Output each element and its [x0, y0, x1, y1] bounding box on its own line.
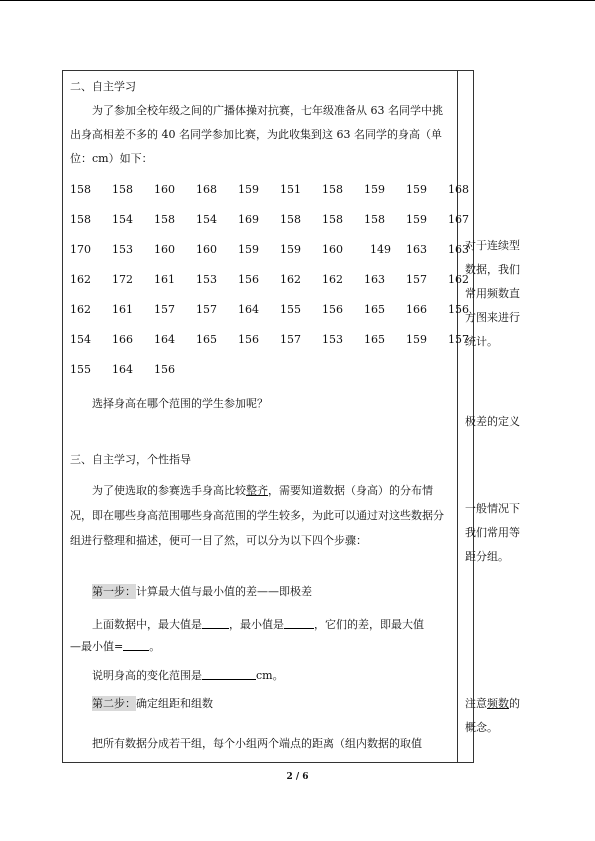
height-value: 166 [406, 303, 427, 316]
page-number: 2 / 6 [286, 772, 309, 782]
step-2-label: 第二步： [92, 697, 136, 710]
height-value: 163 [406, 243, 427, 256]
height-value: 158 [70, 183, 91, 196]
height-value: 154 [196, 213, 217, 226]
height-value: 156 [322, 303, 343, 316]
height-value: 149 [370, 243, 391, 256]
height-value: 164 [154, 333, 175, 346]
range-cm-blank[interactable] [202, 668, 256, 680]
height-value: 165 [364, 333, 385, 346]
step-1-label: 第一步： [92, 585, 136, 598]
height-value: 158 [322, 183, 343, 196]
height-value: 165 [364, 303, 385, 316]
height-value: 166 [112, 333, 133, 346]
height-value: 156 [154, 363, 175, 376]
page-top-rule [0, 0, 595, 1]
height-value: 158 [364, 213, 385, 226]
side-note-equal-groups: 一般情况下 我们常用等 距分组。 [465, 502, 520, 563]
height-value: 163 [364, 273, 385, 286]
height-value: 160 [196, 243, 217, 256]
height-value: 156 [238, 273, 259, 286]
height-value: 159 [238, 243, 259, 256]
section-3-title: 三、自主学习，个性指导 [70, 453, 191, 466]
height-value: 165 [196, 333, 217, 346]
height-value: 157 [280, 333, 301, 346]
height-value: 153 [322, 333, 343, 346]
last-paragraph: 把所有数据分成若干组，每个小组两个端点的距离（组内数据的取值 [92, 737, 422, 750]
side-note-continuous-data: 对于连续型 数据，我们 常用频数直 方图来进行 统计。 [465, 239, 520, 348]
height-value: 157 [196, 303, 217, 316]
height-value: 156 [238, 333, 259, 346]
height-value: 153 [112, 243, 133, 256]
height-value: 159 [406, 333, 427, 346]
height-value: 162 [448, 273, 469, 286]
height-value: 158 [70, 213, 91, 226]
side-note-frequency: 注意频数的 概念。 [465, 697, 520, 734]
height-value: 167 [448, 213, 469, 226]
section-3-paragraph: 为了使选取的参赛选手身高比较整齐，需要知道数据（身高）的分布情况，即在哪些身高范围哪些身高范围的学生较多，为此可以通过对这些数据分组进行整理和描述，便可一目了然，可以分为以下四个步骤： [70, 484, 444, 547]
height-value: 157 [406, 273, 427, 286]
height-value: 159 [364, 183, 385, 196]
content-table [62, 70, 474, 763]
height-value: 170 [70, 243, 91, 256]
range-line: 说明身高的变化范围是 cm。 [92, 669, 284, 682]
max-blank[interactable] [202, 617, 229, 629]
height-value: 160 [154, 243, 175, 256]
step-2-heading: 第二步：确定组距和组数 [92, 697, 213, 710]
height-value: 158 [112, 183, 133, 196]
height-value: 154 [112, 213, 133, 226]
height-value: 158 [322, 213, 343, 226]
height-value: 156 [448, 303, 469, 316]
height-value: 162 [322, 273, 343, 286]
height-value: 162 [280, 273, 301, 286]
height-value: 158 [280, 213, 301, 226]
height-value: 161 [154, 273, 175, 286]
height-value: 157 [448, 333, 469, 346]
column-divider [457, 70, 458, 763]
height-value: 160 [154, 183, 175, 196]
height-value: 158 [154, 213, 175, 226]
height-value: 162 [70, 303, 91, 316]
height-value: 159 [238, 183, 259, 196]
height-value: 154 [70, 333, 91, 346]
height-value: 163 [448, 243, 469, 256]
height-value: 162 [70, 273, 91, 286]
height-value: 159 [406, 183, 427, 196]
height-value: 168 [448, 183, 469, 196]
height-value: 159 [280, 243, 301, 256]
min-blank[interactable] [284, 617, 314, 629]
height-value: 159 [406, 213, 427, 226]
height-value: 157 [154, 303, 175, 316]
height-value: 153 [196, 273, 217, 286]
side-note-range-definition: 极差的定义 [465, 415, 520, 428]
step-1-line-2: —最小值= 。 [70, 640, 161, 653]
section-2-paragraph: 为了参加全校年级之间的广播体操对抗赛，七年级准备从 63 名同学中挑出身高相差不多的 40 名同学参加比赛，为此收集到这 63 名同学的身高（单位：cm）如下： [70, 104, 443, 165]
range-blank[interactable] [123, 639, 149, 651]
height-value: 160 [322, 243, 343, 256]
step-1-heading: 第一步：计算最大值与最小值的差——即极差 [92, 585, 312, 598]
step-1-line: 上面数据中，最大值是 ，最小值是 ，它们的差，即最大值 [92, 618, 424, 631]
height-value: 155 [70, 363, 91, 376]
height-value: 151 [280, 183, 301, 196]
height-value: 164 [238, 303, 259, 316]
height-value: 169 [238, 213, 259, 226]
height-value: 161 [112, 303, 133, 316]
height-value: 164 [112, 363, 133, 376]
height-value: 168 [196, 183, 217, 196]
height-value: 172 [112, 273, 133, 286]
height-value: 155 [280, 303, 301, 316]
section-2-title: 二、自主学习 [70, 80, 136, 93]
question-text: 选择身高在哪个范围的学生参加呢？ [92, 397, 268, 410]
